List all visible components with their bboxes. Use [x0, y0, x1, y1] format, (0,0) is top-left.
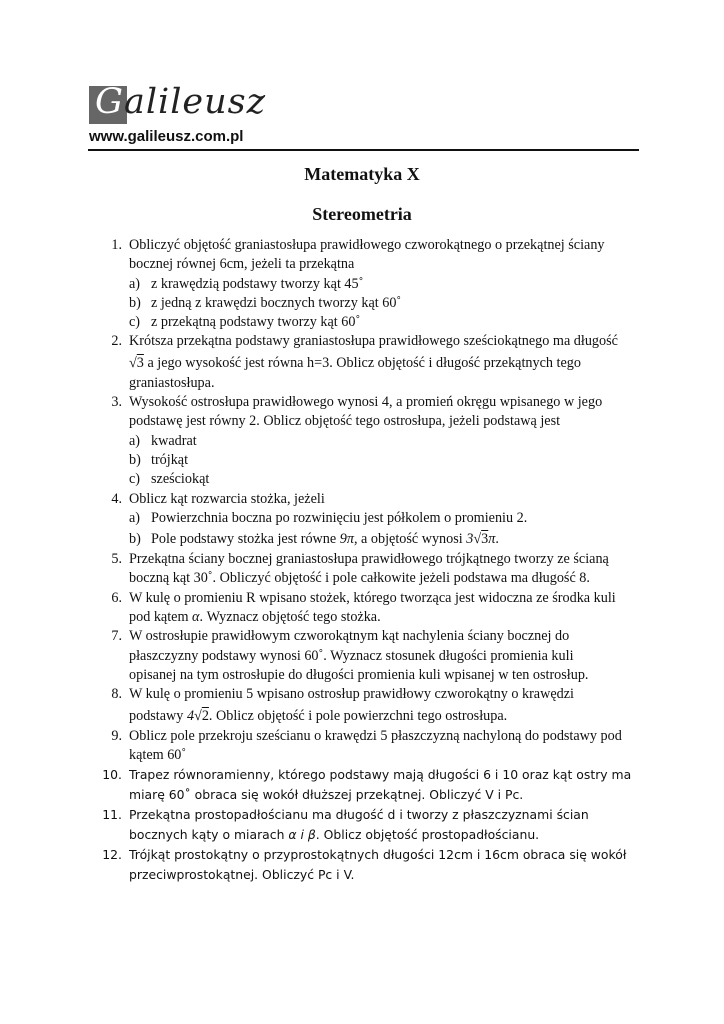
problem-text: Trójkąt prostokątny o przyprostokątnych długości 12cm i 16cm obraca się wokół [129, 847, 627, 863]
sqrt-expression: √2 [194, 707, 209, 724]
sub-letter: c) [129, 471, 141, 488]
problem-text: Przekątna prostopadłościanu ma długość d i tworzy z płaszczyznami ścian [129, 807, 589, 823]
site-url[interactable]: www.galileusz.com.pl [89, 128, 244, 145]
galileusz-logo [89, 82, 267, 124]
problem-number: 2. [111, 333, 122, 350]
problem-list [100, 236, 645, 885]
sub-text: . [495, 531, 499, 548]
sub-item-a [129, 432, 645, 451]
problem-number: 1. [111, 237, 122, 253]
sub-text: , a objętość wynosi [353, 531, 467, 548]
problem-text: Krótsza przekątna podstawy graniastosłupa prawidłowego sześciokątnego ma długość [129, 333, 618, 350]
logo-letter: G [95, 82, 124, 122]
problem-number: 8. [111, 686, 122, 703]
problem-text: boczną kąt 30˚. Obliczyć objętość i pole całkowite jeżeli podstawa ma długość 8. [129, 570, 590, 587]
problem-text: podstawę jest równy 2. Oblicz objętość tego ostrosłupa, jeżeli podstawą jest [129, 413, 561, 430]
problem-number: 6. [111, 589, 122, 606]
sub-text: kwadrat [151, 432, 197, 449]
problem-text: Oblicz pole przekroju sześcianu o krawędzi 5 płaszczyzną nachyloną do podstawy pod [129, 727, 622, 744]
math-9pi: 9π [339, 531, 354, 548]
problem-7 [100, 627, 645, 685]
sub-text: sześciokąt [151, 471, 210, 488]
math-edge [187, 708, 209, 724]
problem-5 [100, 550, 645, 589]
math-pi: π [488, 531, 496, 548]
problem-8 [100, 685, 645, 726]
problem-text: W kulę o promieniu R wpisano stożek, którego tworząca jest widoczna ze środka kuli [129, 589, 616, 606]
problem-9 [100, 727, 645, 766]
problem-text: Obliczyć objętość graniastosłupa prawidłowego czworokątnego o przekątnej ściany [129, 237, 605, 253]
problem-text-with-math [129, 352, 645, 374]
problem-number: 3. [111, 394, 122, 411]
problem-text: przeciwprostokątnej. Obliczyć Pc i V. [129, 867, 355, 883]
sub-text: z przekątną podstawy tworzy kąt 60˚ [151, 314, 361, 331]
problem-12 [100, 845, 645, 885]
sub-item-a [129, 275, 645, 294]
sqrt-expression: √3 [473, 531, 489, 548]
sqrt-radicand: 3 [481, 531, 489, 548]
problem-text: pod kątem [129, 609, 193, 626]
sub-item-b [129, 294, 645, 313]
problem-number: 7. [111, 628, 122, 645]
problem-11 [100, 805, 645, 845]
problem-text: Oblicz kąt rozwarcia stożka, jeżeli [129, 490, 325, 507]
sub-item-b [129, 451, 645, 470]
problem-text: bocznej równej 6cm, jeżeli ta przekątna [129, 256, 355, 273]
problem-3 [100, 393, 645, 489]
problem-number: 4. [111, 490, 122, 507]
logo-rest: alileusz [123, 82, 267, 122]
math-angles: α i β [288, 827, 316, 843]
problem-text: . Wyznacz objętość tego stożka. [199, 609, 381, 626]
problem-6 [100, 589, 645, 628]
problem-text-with-math [129, 825, 645, 845]
problem-1 [100, 236, 645, 332]
sub-letter: a) [129, 509, 141, 526]
problem-number: 9. [111, 727, 122, 744]
sub-letter: b) [129, 451, 141, 468]
sub-item-b [129, 528, 645, 550]
sqrt-expression: √3 [129, 354, 144, 371]
problem-text: opisanej na tym ostrosłupie do długości promienia kuli wpisanej w ten ostrosłup. [129, 666, 589, 683]
sub-text: Pole podstawy stożka jest równe [151, 531, 340, 548]
problem-text: W kulę o promieniu 5 wpisano ostrosłup prawidłowy czworokątny o krawędzi [129, 686, 574, 703]
sub-letter: a) [129, 275, 141, 292]
sub-text: z krawędzią podstawy tworzy kąt 45˚ [151, 275, 364, 292]
problem-text: płaszczyzny podstawy wynosi 60˚. Wyznacz stosunek długości promienia kuli [129, 647, 574, 664]
math-coef: 3 [466, 531, 474, 548]
sub-letter: c) [129, 314, 141, 331]
problem-text: miarę 60˚ obraca się wokół dłuższej przekątnej. Obliczyć V i Pc. [129, 787, 524, 803]
problem-text: bocznych kąty o miarach [129, 827, 289, 843]
math-volume [466, 531, 495, 547]
sub-item-c [129, 313, 645, 332]
problem-text: Wysokość ostrosłupa prawidłowego wynosi 4, a promień okręgu wpisanego w jego [129, 394, 603, 411]
problem-number: 10. [102, 767, 122, 783]
problem-10 [100, 765, 645, 805]
sqrt-radicand: 3 [136, 354, 144, 371]
problem-number: 12. [102, 847, 122, 863]
sub-letter: a) [129, 432, 141, 449]
problem-number: 11. [102, 807, 122, 823]
logo-text [95, 82, 266, 122]
problem-text: kątem 60˚ [129, 746, 187, 763]
sub-letter: b) [129, 294, 141, 311]
problem-2 [100, 332, 645, 393]
problem-number: 5. [111, 551, 122, 568]
problem-text-with-math [129, 705, 645, 727]
sub-item-a [129, 509, 645, 528]
problem-text: Przekątna ściany bocznej graniastosłupa prawidłowego trójkątnego tworzy ze ścianą [129, 551, 609, 568]
problem-text-with-math [129, 608, 645, 627]
sqrt-radicand: 2 [201, 707, 209, 724]
sub-letter: b) [129, 531, 141, 548]
problem-text: . Oblicz objętość i pole powierzchni tego ostrosłupa. [208, 707, 508, 724]
page-subtitle: Stereometria [312, 204, 412, 224]
problem-text: graniastosłupa. [129, 374, 215, 391]
math-alpha: α [192, 609, 200, 626]
sub-text: Powierzchnia boczna po rozwinięciu jest półkolem o promieniu 2. [151, 509, 528, 526]
header-divider [88, 149, 639, 151]
problem-text: W ostrosłupie prawidłowym czworokątnym kąt nachylenia ściany bocznej do [129, 628, 570, 645]
problem-text: . Oblicz objętość prostopadłościanu. [315, 827, 540, 843]
problem-text: Trapez równoramienny, którego podstawy mają długości 6 i 10 oraz kąt ostry ma [129, 767, 632, 783]
problem-text: a jego wysokość jest równa h=3. Oblicz objętość i długość przekątnych tego [143, 354, 581, 371]
sub-text: z jedną z krawędzi bocznych tworzy kąt 60˚ [151, 294, 402, 311]
sub-item-c [129, 470, 645, 489]
problem-text: podstawy [129, 707, 187, 724]
math-coef: 4 [186, 707, 195, 724]
page-title: Matematyka X [304, 164, 420, 184]
problem-4 [100, 490, 645, 551]
sub-text: trójkąt [151, 451, 189, 468]
